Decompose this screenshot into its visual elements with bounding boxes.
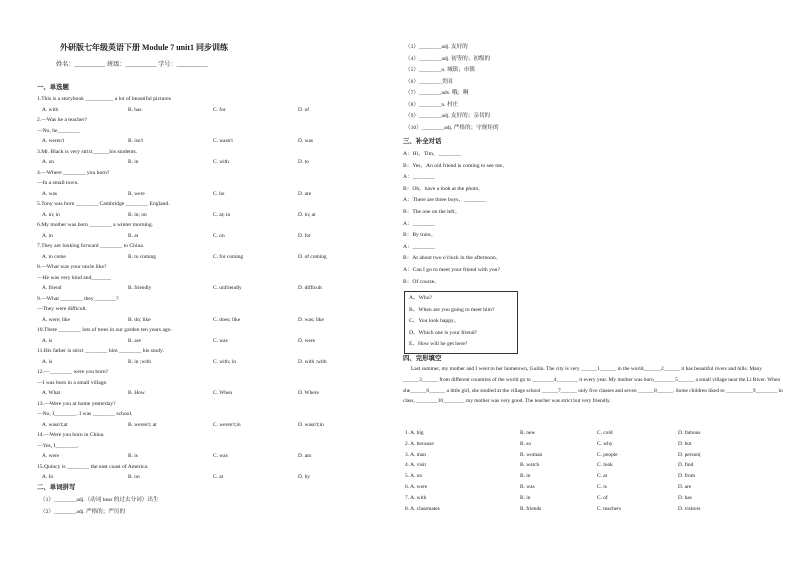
answer-option: C. on [213,232,225,239]
spelling-item: （8）________n. 村庄 [405,101,459,108]
answer-option: A. is [42,358,53,365]
question-stem: 4.—Where ________ you born? [37,169,110,176]
answer-option: C. with; in [213,358,236,365]
answer-option: B. on [128,474,140,480]
question-stem: 10.There ________ lots of trees in our garden ten years ago. [37,327,172,333]
student-info-line: 姓名：__________ 班级：__________ 学号：__________ [56,61,208,68]
answer-option: D. to [298,159,309,165]
dialogue-option: E、How will he get here? [409,341,468,348]
cloze-option: 4. A. visit [405,462,426,469]
answer-option: C. for coming [213,253,244,260]
cloze-option: B. woman [520,451,543,458]
cloze-option: 1. A. big [405,430,424,436]
answer-option: D. of coming [298,253,327,260]
answer-option: D. were [298,337,316,344]
answer-option: A. In [42,474,54,480]
answer-option: B. friendly [128,285,152,291]
question-stem-line: —They were difficult. [37,306,88,312]
answer-option: A. friend [42,285,62,291]
answer-option: D. with ;with [298,358,327,365]
dialogue-line: B：Oh，have a look at the photo。 [403,185,484,192]
answer-option: B. is [128,453,138,459]
question-stem-line: —No, he________ [37,127,80,134]
answer-option: C. was [213,337,228,344]
dialogue-line: A：There are three boys，________ [403,197,487,204]
page-title: 外研版七年级英语下册 Module 7 unit1 同步训练 [60,43,229,52]
section-heading-dialogue: 三、补全对话 [403,138,442,145]
dialogue-line: A：________ [403,174,436,181]
spelling-item: （2）________adj. 严格的；严厉的 [40,509,126,515]
dialogue-line: A：Hi，Tim，________ [403,151,461,157]
question-stem: 3.Mr. Black is very strict______his students. [37,148,138,155]
answer-option: C. be [213,190,225,197]
cloze-option: D. visitors [678,505,701,512]
cloze-option: D. find [678,462,694,469]
cloze-option: 6. A. were [405,484,428,490]
answer-option: A. weren't [42,138,65,144]
answer-option: B. weren't; at [128,421,157,428]
answer-option: B. in ;with [128,358,151,365]
cloze-option: 8. A. classmates [405,505,440,512]
dialogue-options-box [404,291,518,354]
answer-option: B. has [128,106,142,113]
question-stem-line: —I was born in a small village. [37,379,108,386]
cloze-option: B. so [520,440,532,447]
spelling-item: （1）________adj.（动词 bear 的过去分词）出生 [40,497,159,503]
answer-option: C. at [213,474,224,480]
answer-option: B. do; like [128,316,151,323]
cloze-option: 7. A. with [405,494,427,501]
spelling-item: （4）________adj. 初等的；初级的 [405,55,491,62]
cloze-option: D. but [678,440,692,447]
answer-option: A. What [42,390,61,396]
spelling-item: （5）________n. 城镇；市镇 [405,67,475,73]
cloze-option: C. people [597,451,618,458]
answer-option: C. at; in [213,211,231,218]
cloze-option: C. is [597,484,607,490]
answer-option: A. wasn't;at [42,421,68,428]
answer-option: D. wasn't;in [298,421,324,428]
answer-option: C. When [213,390,233,396]
cloze-option: B. in [520,473,531,480]
question-stem: 13.—Were you at home yesterday? [37,400,116,407]
cloze-option: B. new [520,430,536,436]
cloze-option: 2. A. because [405,440,434,447]
answer-option: C. was [213,453,228,459]
cloze-option: B. watch [520,462,540,469]
answer-option: B. are [128,337,141,344]
answer-option: B. in; on [128,211,147,218]
answer-option: B. at [128,232,139,239]
cloze-option: D. has [678,494,692,501]
cloze-option: C. why [597,440,613,447]
answer-option: D. in; at [298,211,316,218]
answer-option: B. isn't [128,138,144,144]
answer-option: C. does; like [213,316,241,323]
answer-option: A. were; like [42,316,70,323]
dialogue-line: B：At about two o'clock in the afternoon。 [403,255,502,262]
cloze-option: D. famous [678,430,701,436]
question-stem: 15.Quincy is ________ the east coast of America. [37,463,149,470]
dialogue-option: D、Which one is your friend? [409,329,478,336]
cloze-passage: Last summer, my mother and I went to her hometown, Guilin. The city is very ______1______ in the world,______2______ it has beautiful rivers and hills. Many ______3______ from different countries of the world go to ________4________ it every year. My mother was born________5______ a small village near the Li River. When she______6______ a little girl, she studied at the village school ______7______ only five classes and seven ______8______. Some children liked to __________9________ in class, ________10________ my mother was very good. The teacher was strict but very friendly. [403,366,783,405]
spelling-item: （10）________adj. 严格的；守规矩的 [405,124,499,131]
answer-option: A. in [42,232,53,239]
section-heading-single-choice: 一、单选题 [37,84,69,91]
answer-option: D. by [298,474,310,480]
answer-option: B. to coming [128,253,157,260]
cloze-option: C. teachers [597,505,621,512]
section-heading-spelling: 二、单词拼写 [37,484,76,491]
answer-option: D. was; like [298,316,324,323]
answer-option: D. am [298,453,312,459]
cloze-option: 5. A. on [405,473,423,480]
cloze-option: B. in [520,494,531,501]
answer-option: A. to come [42,253,66,260]
section-heading-cloze: 四、完形填空 [403,355,442,362]
dialogue-line: A：Can I go to meet your friend with you? [403,267,500,273]
cloze-option: D. from [678,473,696,480]
answer-option: A. in; in [42,211,60,218]
question-stem: 5.Tony was born ________ Cambridge ________ England. [37,201,170,207]
answer-option: C. weren't;in [213,421,241,428]
answer-option: D. are [298,190,312,197]
answer-option: D. difficult [298,285,322,291]
answer-option: C. unfriendly [213,285,242,291]
spelling-item: （9）________adj. 友好的；亲切的 [405,113,491,119]
spelling-item: （3）________adj. 友好的 [405,44,468,50]
answer-option: A. is [42,337,53,344]
question-stem: 9.—What ________ they________? [37,295,119,302]
answer-option: B. How [128,390,145,396]
question-stem: 14.—Were you born in China. [37,432,105,438]
cloze-option: D. person( [678,451,701,458]
spelling-item: （7）________adv. 哦；啊 [405,90,469,96]
dialogue-line: A：________ [403,243,436,250]
cloze-option: C. cold [597,430,613,436]
cloze-option: 3. A. man [405,451,426,458]
answer-option: A. were [42,453,60,459]
cloze-option: C. of [597,494,608,501]
dialogue-line: B：By train。 [403,232,437,239]
spelling-item: （6）________美国 [405,78,453,85]
dialogue-line: B：Yes，An old friend is coming to see me。 [403,162,508,169]
answer-option: D. for [298,232,311,239]
question-stem-line: —No, I________. I was ________ school. [37,411,133,417]
cloze-option: B. was [520,484,535,490]
question-stem: 2.—Was he a teacher? [37,117,87,123]
answer-option: D. Where [298,390,319,396]
question-stem: 11.His father is strict ________ him ________ his study. [37,348,164,354]
question-stem: 12.—________ were you born? [37,369,109,375]
answer-option: D. of [298,106,310,113]
answer-option: D. was [298,138,313,144]
dialogue-option: B、When are you going to meet him? [409,306,495,313]
question-stem: 7.They are looking forward ________ to China. [37,243,145,249]
question-stem: 8.—What was your uncle like? [37,264,107,270]
answer-option: C. wasn't [213,138,233,144]
question-stem-line: —He was very kind and_______ [37,274,111,281]
cloze-option: D. are [678,484,692,490]
answer-option: A. with [42,106,59,113]
dialogue-line: B：The one on the left。 [403,209,461,215]
cloze-option: C. at [597,473,608,480]
answer-option: C. for [213,106,226,113]
cloze-option: C. look [597,462,613,469]
dialogue-line: A：________ [403,220,436,227]
question-stem: 6.My mother was born ________ a winter morning. [37,222,154,228]
answer-option: A. was [42,190,57,197]
answer-option: B. were [128,190,145,197]
dialogue-line: B：Of course。 [403,278,440,285]
answer-option: C. with [213,159,229,165]
dialogue-option: C、You look happy。 [409,318,460,325]
cloze-option: B. friends [520,505,542,512]
answer-option: A. on [42,159,54,165]
question-stem-line: —In a small town. [37,180,79,186]
dialogue-option: A、Who? [409,295,432,301]
question-stem: 1.This is a storybook __________ a lot of beautiful pictures [37,96,171,102]
question-stem-line: —Yes, I________. [37,442,80,449]
answer-option: B. in [128,159,139,165]
